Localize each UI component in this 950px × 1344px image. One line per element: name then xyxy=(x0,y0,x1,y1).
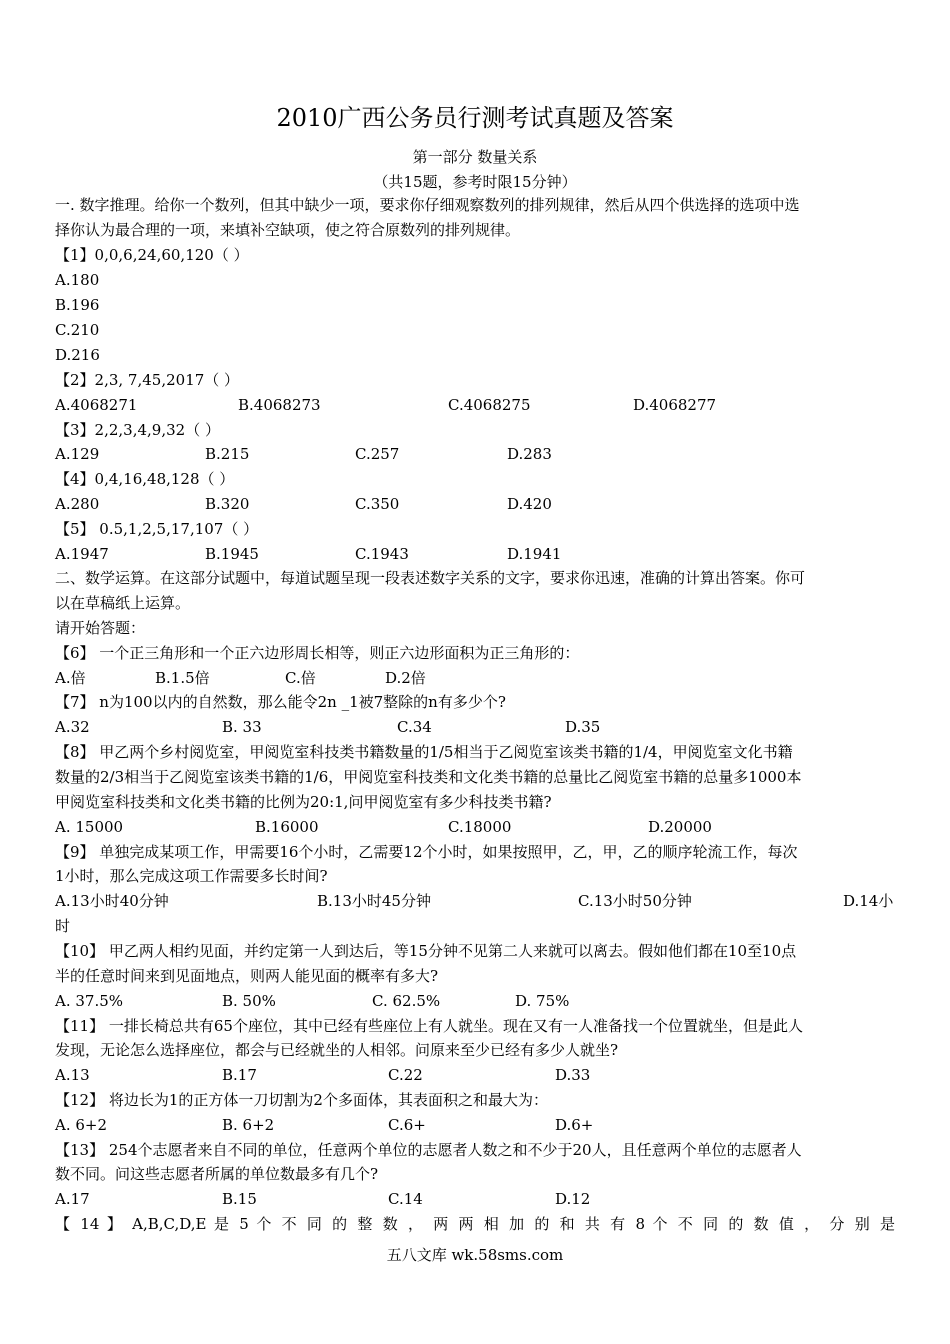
question-11-line2: 发现，无论怎么选择座位，都会与已经就坐的人相邻。问原来至少已经有多少人就坐? xyxy=(55,1041,619,1059)
question-1: 【1】0,0,6,24,60,120（ ） xyxy=(55,246,249,264)
q6-option-b: B.1.5倍 xyxy=(155,669,210,687)
q1-option-b: B.196 xyxy=(55,296,100,314)
q7-option-d: D.35 xyxy=(565,718,601,736)
q7-option-a: A.32 xyxy=(55,718,90,736)
q10-option-b: B. 50% xyxy=(222,992,276,1010)
q9-option-a: A.13小时40分钟 xyxy=(55,892,169,910)
q11-option-c: C.22 xyxy=(388,1066,423,1084)
q3-option-d: D.283 xyxy=(507,445,552,463)
document-title: 2010广西公务员行测考试真题及答案 xyxy=(276,104,674,132)
q6-option-a: A.倍 xyxy=(55,669,86,687)
q4-option-b: B.320 xyxy=(205,495,250,513)
q9-option-b: B.13小时45分钟 xyxy=(317,892,431,910)
q8-option-a: A. 15000 xyxy=(55,818,124,836)
q9-option-d: D.14小 xyxy=(843,892,894,910)
q13-option-b: B.15 xyxy=(222,1190,257,1208)
q11-option-a: A.13 xyxy=(55,1066,90,1084)
q7-option-b: B. 33 xyxy=(222,718,262,736)
q3-option-c: C.257 xyxy=(355,445,400,463)
q2-option-a: A.4068271 xyxy=(55,396,138,414)
question-5: 【5】 0.5,1,2,5,17,107（ ） xyxy=(55,520,259,538)
question-13-line2: 数不同。问这些志愿者所属的单位数最多有几个? xyxy=(55,1165,379,1183)
q2-option-b: B.4068273 xyxy=(238,396,321,414)
part-heading: 第一部分 数量关系 xyxy=(412,148,538,166)
q10-option-a: A. 37.5% xyxy=(55,992,124,1010)
q1-option-c: C.210 xyxy=(55,321,100,339)
q4-option-d: D.420 xyxy=(507,495,552,513)
q4-option-a: A.280 xyxy=(55,495,100,513)
q5-option-c: C.1943 xyxy=(355,545,409,563)
q5-option-a: A.1947 xyxy=(55,545,109,563)
q11-option-b: B.17 xyxy=(222,1066,257,1084)
question-8-line2: 数量的2/3相当于乙阅览室该类书籍的1/6，甲阅览室科技类和文化类书籍的总量比乙阅览室书籍的总量多1000本 xyxy=(55,768,802,786)
question-14: 【 14 】 A,B,C,D,E 是 5 个 不 同 的 整 数 ， 两 两 相 加 的 和 共 有 8 个 不 同 的 数 值 ， 分 别 是 xyxy=(55,1215,895,1233)
q3-option-a: A.129 xyxy=(55,445,100,463)
q5-option-b: B.1945 xyxy=(205,545,259,563)
q9-option-c: C.13小时50分钟 xyxy=(578,892,692,910)
q8-option-c: C.18000 xyxy=(448,818,512,836)
question-11-line1: 【11】 一排长椅总共有65个座位，其中已经有些座位上有人就坐。现在又有一人准备找一个位置就坐，但是此人 xyxy=(55,1017,803,1035)
question-10-line2: 半的任意时间来到见面地点，则两人能见面的概率有多大? xyxy=(55,967,439,985)
question-10-line1: 【10】 甲乙两人相约见面，并约定第一人到达后，等15分钟不见第二人来就可以离去。假如他们都在10至10点 xyxy=(55,942,797,960)
q10-option-d: D. 75% xyxy=(515,992,570,1010)
q13-option-c: C.14 xyxy=(388,1190,423,1208)
question-4: 【4】0,4,16,48,128（ ） xyxy=(55,470,235,488)
part-note: （共15题，参考时限15分钟） xyxy=(373,173,577,191)
section1-intro-line2: 择你认为最合理的一项，来填补空缺项，使之符合原数列的排列规律。 xyxy=(55,221,521,239)
q7-option-c: C.34 xyxy=(397,718,432,736)
start-prompt: 请开始答题： xyxy=(55,619,146,637)
q2-option-c: C.4068275 xyxy=(448,396,531,414)
q1-option-a: A.180 xyxy=(55,271,100,289)
question-9-line1: 【9】 单独完成某项工作，甲需要16个小时，乙需要12个小时，如果按照甲，乙，甲，乙的顺序轮流工作，每次 xyxy=(55,843,798,861)
q9-option-d-wrap: 时 xyxy=(55,917,71,935)
question-7: 【7】 n为100以内的自然数，那么能令2n _1被7整除的n有多少个? xyxy=(55,693,506,711)
section1-intro-line1: 一. 数字推理。给你一个数列，但其中缺少一项，要求你仔细观察数列的排列规律，然后从四个供选择的选项中选 xyxy=(55,196,800,214)
question-3: 【3】2,2,3,4,9,32（ ） xyxy=(55,421,220,439)
q8-option-b: B.16000 xyxy=(255,818,319,836)
q1-option-d: D.216 xyxy=(55,346,100,364)
q6-option-d: D.2倍 xyxy=(385,669,426,687)
footer-watermark: 五八文库 wk.58sms.com xyxy=(386,1246,564,1264)
question-6: 【6】 一个正三角形和一个正六边形周长相等，则正六边形面积为正三角形的： xyxy=(55,644,580,662)
q13-option-a: A.17 xyxy=(55,1190,90,1208)
q12-option-d: D.6+ xyxy=(555,1116,594,1134)
q6-option-c: C.倍 xyxy=(285,669,316,687)
q10-option-c: C. 62.5% xyxy=(372,992,441,1010)
section2-intro-line1: 二、数学运算。在这部分试题中，每道试题呈现一段表述数字关系的文字，要求你迅速，准确的计算出答案。你可 xyxy=(55,569,806,587)
q3-option-b: B.215 xyxy=(205,445,250,463)
q4-option-c: C.350 xyxy=(355,495,400,513)
q12-option-c: C.6+ xyxy=(388,1116,426,1134)
q12-option-b: B. 6+2 xyxy=(222,1116,275,1134)
question-2: 【2】2,3, 7,45,2017（ ） xyxy=(55,371,240,389)
q2-option-d: D.4068277 xyxy=(633,396,717,414)
question-8-line1: 【8】 甲乙两个乡村阅览室，甲阅览室科技类书籍数量的1/5相当于乙阅览室该类书籍的1/4，甲阅览室文化书籍 xyxy=(55,743,793,761)
q8-option-d: D.20000 xyxy=(648,818,712,836)
question-8-line3: 甲阅览室科技类和文化类书籍的比例为20:1,问甲阅览室有多少科技类书籍? xyxy=(55,793,552,811)
q11-option-d: D.33 xyxy=(555,1066,591,1084)
question-13-line1: 【13】 254个志愿者来自不同的单位，任意两个单位的志愿者人数之和不少于20人，且任意两个单位的志愿者人 xyxy=(55,1141,802,1159)
question-9-line2: 1小时，那么完成这项工作需要多长时间? xyxy=(55,867,328,885)
q5-option-d: D.1941 xyxy=(507,545,562,563)
q13-option-d: D.12 xyxy=(555,1190,591,1208)
section2-intro-line2: 以在草稿纸上运算。 xyxy=(55,594,191,612)
question-12: 【12】 将边长为1的正方体一刀切割为2个多面体，其表面积之和最大为： xyxy=(55,1091,548,1109)
q12-option-a: A. 6+2 xyxy=(55,1116,108,1134)
